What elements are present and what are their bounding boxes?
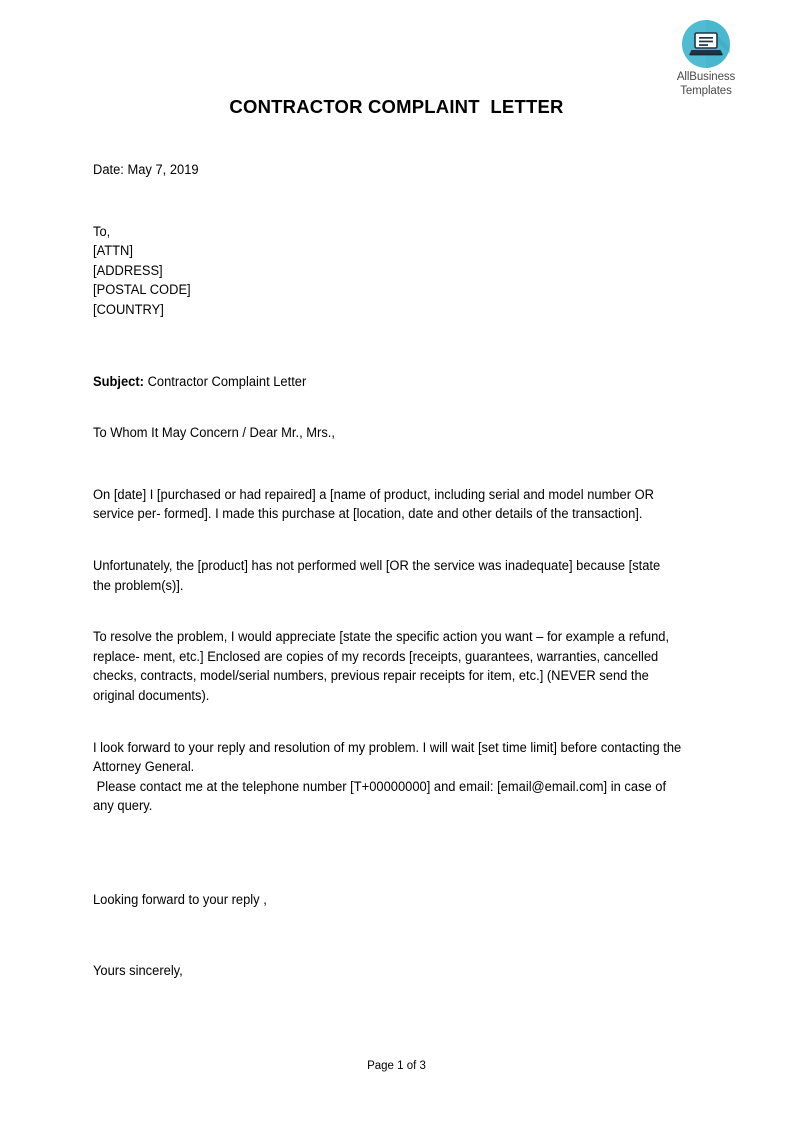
subject-line bbox=[93, 372, 682, 392]
recipient-to: To, bbox=[93, 223, 111, 239]
subject-value: Contractor Complaint Letter bbox=[143, 373, 307, 389]
date-line: Date: May 7, 2019 bbox=[93, 162, 199, 177]
body-paragraph-4: I look forward to your reply and resolution of my problem. I will wait [set time limit] before contacting the Attorney General. bbox=[93, 739, 685, 775]
spacer bbox=[93, 443, 682, 485]
page-title: CONTRACTOR COMPLAINT LETTER bbox=[229, 96, 564, 117]
subject-label: Subject: bbox=[93, 373, 144, 389]
body-paragraph-5: Please contact me at the telephone number [T+00000000] and email: [email@email.com] in case of any query. bbox=[93, 778, 670, 814]
recipient-address-block bbox=[93, 222, 682, 320]
body-paragraph-2: Unfortunately, the [product] has not performed well [OR the service was inadequate] because [state the problem(s)]. bbox=[93, 557, 664, 593]
spacer bbox=[93, 320, 682, 362]
brand-name bbox=[651, 71, 761, 98]
spacer bbox=[93, 595, 682, 627]
salutation: To Whom It May Concern / Dear Mr., Mrs., bbox=[93, 425, 335, 441]
spacer bbox=[93, 909, 682, 951]
laptop-document-icon bbox=[682, 20, 730, 68]
recipient-attn: [ATTN] bbox=[93, 243, 133, 259]
recipient-country: [COUNTRY] bbox=[93, 301, 164, 317]
spacer bbox=[93, 391, 682, 423]
brand-name-line2: Templates bbox=[680, 84, 732, 97]
spacer bbox=[93, 816, 682, 858]
recipient-postal-code: [POSTAL CODE] bbox=[93, 282, 191, 298]
spacer bbox=[93, 362, 682, 372]
letter-body bbox=[93, 160, 685, 981]
spacer bbox=[93, 858, 682, 890]
recipient-address: [ADDRESS] bbox=[93, 262, 163, 278]
body-paragraph-1: On [date] I [purchased or had repaired] a [name of product, including serial and model number OR service per- formed]. I made this purchase at [location, date and other details of the transaction]. bbox=[93, 486, 658, 522]
signoff: Yours sincerely, bbox=[93, 963, 183, 979]
body-paragraph-3: To resolve the problem, I would appreciate [state the specific action you want – for example a refund, replace- ment, etc.] Enclosed are copies of my records [receipts, guarantees, warranties, cancelled checks, contracts, model/serial numbers, previous repair receipts for item, etc.] (NEVER send the original documents). bbox=[93, 629, 673, 703]
spacer bbox=[93, 951, 682, 961]
spacer bbox=[93, 180, 682, 222]
spacer bbox=[93, 524, 682, 556]
page-footer: Page 1 of 3 bbox=[367, 1060, 426, 1072]
brand-logo bbox=[651, 20, 761, 98]
spacer bbox=[93, 706, 682, 738]
brand-name-line1: AllBusiness bbox=[676, 71, 736, 83]
closing-line: Looking forward to your reply , bbox=[93, 891, 267, 907]
